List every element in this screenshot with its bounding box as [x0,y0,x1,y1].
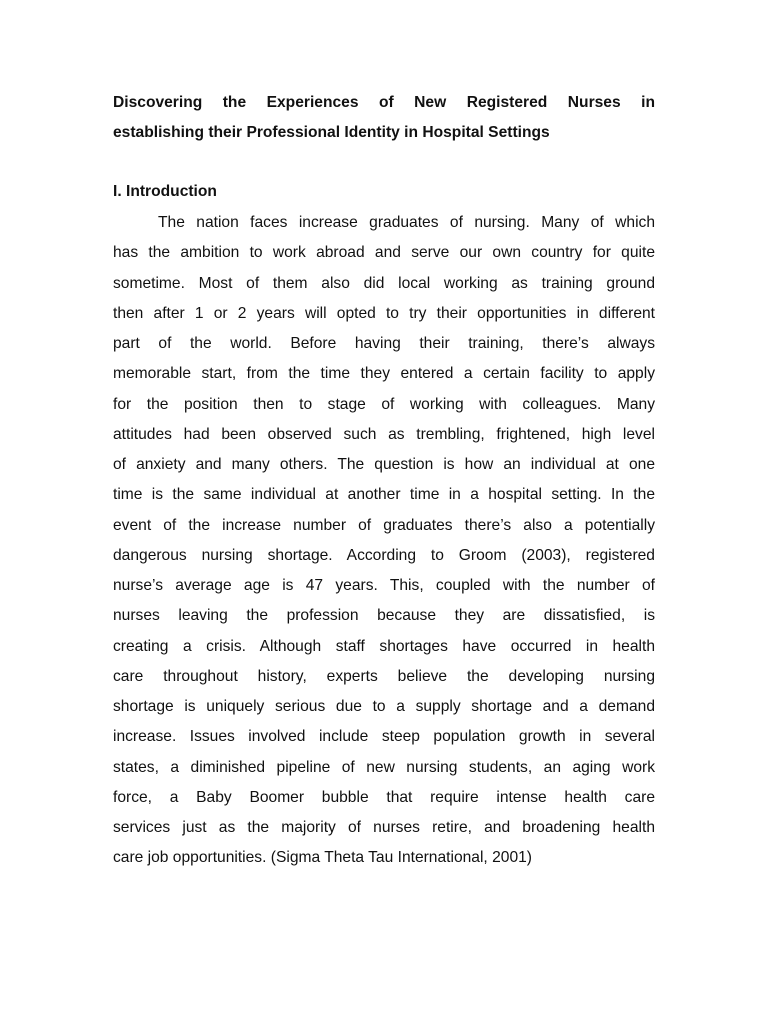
paragraph-line: care throughout history, experts believe the developing nursing [113,667,655,685]
paragraph-line: event of the increase number of graduates there’s also a potentially [113,516,655,534]
paragraph-line: increase. Issues involved include steep population growth in several [113,728,655,746]
paragraph-line: for the position then to stage of working with colleagues. Many [113,395,655,413]
paragraph-line: care job opportunities. (Sigma Theta Tau International, 2001) [113,849,532,867]
paragraph-line: sometime. Most of them also did local working as training ground [113,274,655,292]
title-line: Discovering the Experiences of New Registered Nurses in [113,94,655,111]
section-heading: I. Introduction [113,183,217,200]
paragraph-line: force, a Baby Boomer bubble that require intense health care [113,788,655,806]
paragraph-line: The nation faces increase graduates of nursing. Many of which [158,214,655,231]
paragraph-line: memorable start, from the time they entered a certain facility to apply [113,365,655,383]
paragraph-line: of anxiety and many others. The question is how an individual at one [113,456,655,473]
paragraph-line: nurse’s average age is 47 years. This, coupled with the number of [113,577,655,594]
introduction-paragraph [113,208,655,874]
paragraph-line: attitudes had been observed such as trembling, frightened, high level [113,425,655,443]
paragraph-line: dangerous nursing shortage. According to Groom (2003), registered [113,546,655,564]
paragraph-line: has the ambition to work abroad and serve our own country for quite [113,244,655,262]
paragraph-line: creating a crisis. Although staff shortages have occurred in health [113,637,655,655]
paragraph-line: services just as the majority of nurses retire, and broadening health [113,819,655,836]
paragraph-line: shortage is uniquely serious due to a supply shortage and a demand [113,698,655,715]
paragraph-line: nurses leaving the profession because they are dissatisfied, is [113,607,655,625]
paragraph-line: time is the same individual at another time in a hospital setting. In the [113,486,655,504]
paragraph-line: part of the world. Before having their training, there’s always [113,335,655,352]
paragraph-line: states, a diminished pipeline of new nursing students, an aging work [113,758,655,776]
document-title [113,88,655,148]
title-line: establishing their Professional Identity in Hospital Settings [113,124,550,141]
paragraph-line: then after 1 or 2 years will opted to try their opportunities in different [113,304,655,322]
